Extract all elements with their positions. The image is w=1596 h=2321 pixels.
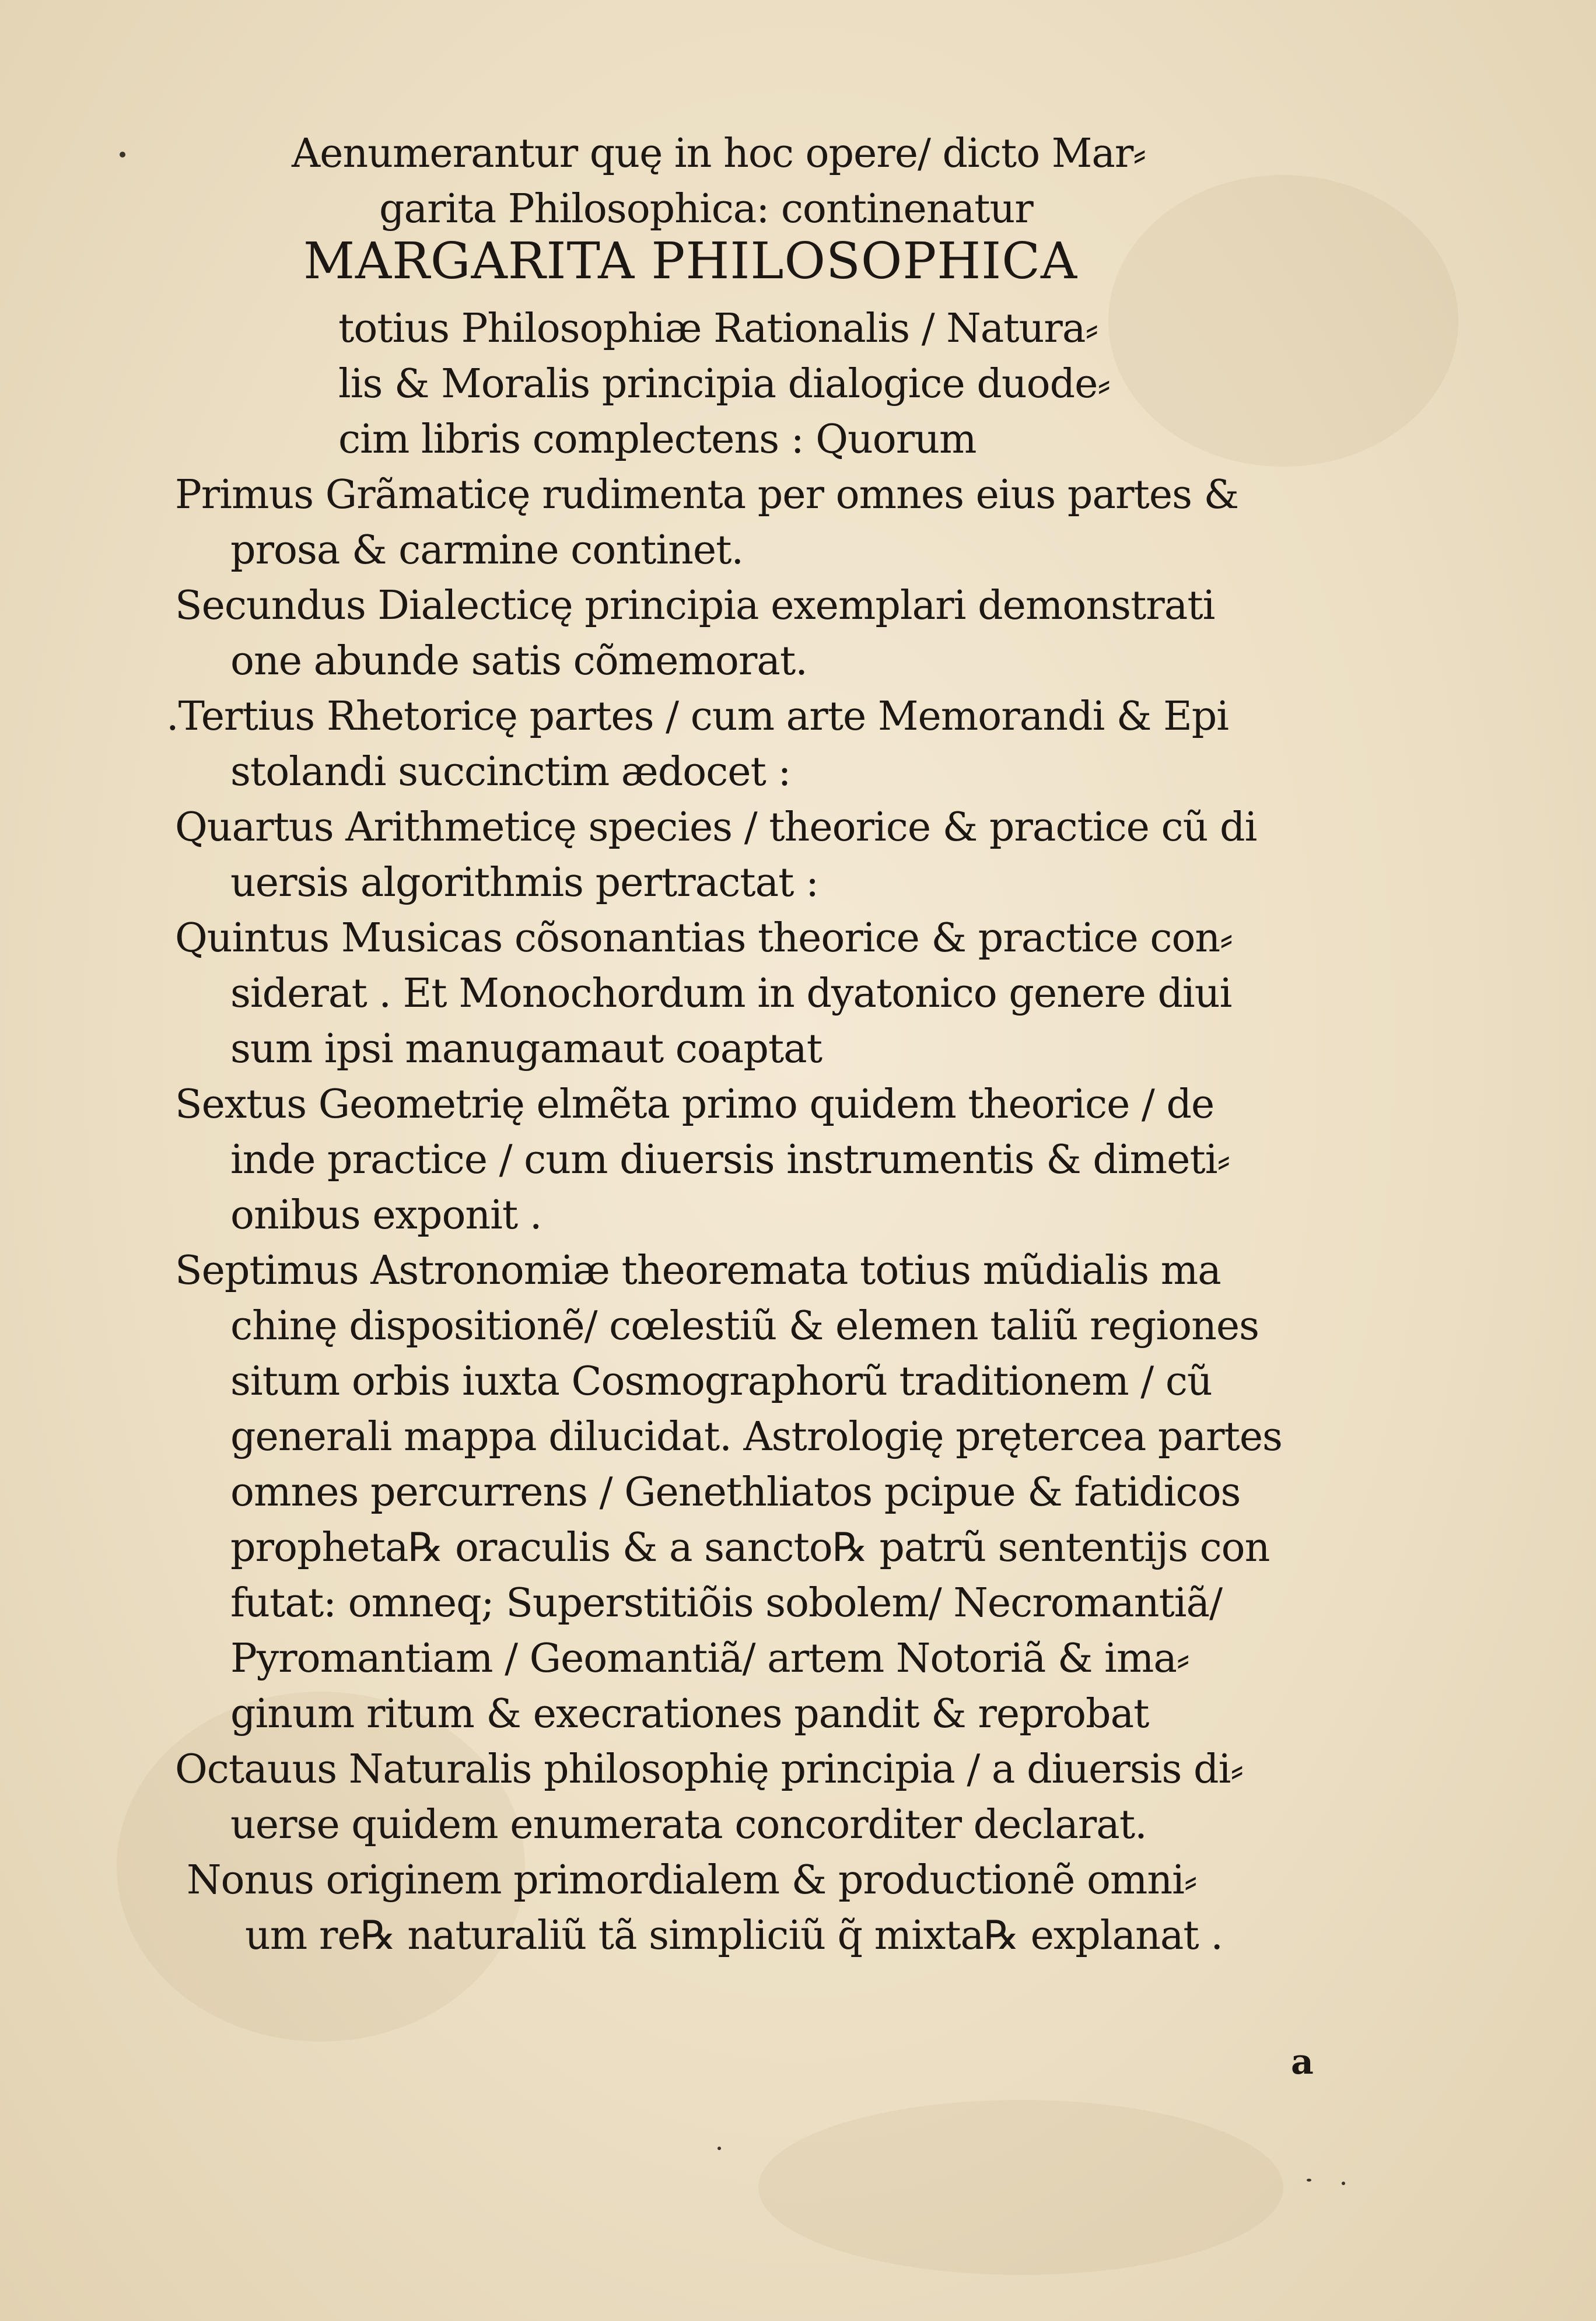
text-line: um re℞ naturaliũ tã simpliciũ q̃ mixta℞ explanat . xyxy=(245,1913,1223,1959)
text-line: Septimus Astronomiæ theoremata totius mũdialis ma xyxy=(175,1248,1221,1294)
text-line: stolandi succinctim ædocet : xyxy=(230,749,791,795)
paper-stain xyxy=(1108,175,1458,467)
text-line: generali mappa dilucidat. Astrologię prętercea partes xyxy=(230,1414,1282,1460)
text-line: Secundus Dialecticę principia exemplari demonstrati xyxy=(175,583,1215,629)
text-line: uersis algorithmis pertractat : xyxy=(230,860,819,906)
text-line: Quintus Musicas cõsonantias theorice & practice con⸗ xyxy=(175,915,1233,961)
page-title: MARGARITA PHILOSOPHICA xyxy=(303,232,1078,290)
text-line: siderat . Et Monochordum in dyatonico genere diui xyxy=(230,971,1232,1017)
ink-speck xyxy=(1342,2182,1345,2185)
text-line: inde practice / cum diuersis instrumentis & dimeti⸗ xyxy=(230,1137,1230,1183)
text-line: Primus Grãmaticę rudimenta per omnes eius partes & xyxy=(175,472,1239,518)
text-line: prosa & carmine continet. xyxy=(230,527,744,573)
text-line: one abunde satis cõmemorat. xyxy=(230,638,807,684)
text-line: propheta℞ oraculis & a sancto℞ patrũ sententijs con xyxy=(230,1525,1270,1571)
ink-speck xyxy=(120,152,125,157)
header-line-4: totius Philosophiæ Rationalis / Natura⸗ xyxy=(338,306,1098,352)
text-line: Octauus Naturalis philosophię principia / a diuersis di⸗ xyxy=(175,1746,1243,1793)
header-line-1: Aenumerantur quę in hoc opere/ dicto Mar⸗ xyxy=(292,131,1146,177)
paper-stain xyxy=(758,2100,1283,2275)
text-line: futat: omneq; Superstitiõis sobolem/ Necromantiã/ xyxy=(230,1580,1223,1626)
ink-speck xyxy=(1307,2179,1311,2182)
header-line-2: garita Philosophica: continenatur xyxy=(379,186,1033,232)
text-line: situm orbis iuxta Cosmographorũ traditionem / cũ xyxy=(230,1359,1212,1405)
text-line: .Tertius Rhetoricę partes / cum arte Memorandi & Epi xyxy=(166,694,1228,740)
signature-mark: a xyxy=(1291,2042,1314,2082)
header-line-6: cim libris complectens : Quorum xyxy=(338,416,977,463)
text-line: Nonus originem primordialem & productionẽ omni⸗ xyxy=(187,1857,1197,1903)
header-line-5: lis & Moralis principia dialogice duode⸗ xyxy=(338,361,1111,407)
text-line: chinę dispositionẽ/ cœlestiũ & elemen taliũ regiones xyxy=(230,1303,1259,1349)
text-line: onibus exponit . xyxy=(230,1192,542,1238)
text-line: ginum ritum & execrationes pandit & reprobat xyxy=(230,1691,1149,1737)
text-line: uerse quidem enumerata concorditer declarat. xyxy=(230,1802,1147,1848)
text-line: Quartus Arithmeticę species / theorice & practice cũ di xyxy=(175,804,1257,850)
ink-speck xyxy=(718,2147,721,2150)
text-line: sum ipsi manugamaut coaptat xyxy=(230,1026,822,1072)
text-line: omnes percurrens / Genethliatos pcipue & fatidicos xyxy=(230,1469,1241,1515)
text-line: Pyromantiam / Geomantiã/ artem Notoriã & ima⸗ xyxy=(230,1636,1189,1682)
text-line: Sextus Geometrię elmẽta primo quidem theorice / de xyxy=(175,1081,1214,1128)
